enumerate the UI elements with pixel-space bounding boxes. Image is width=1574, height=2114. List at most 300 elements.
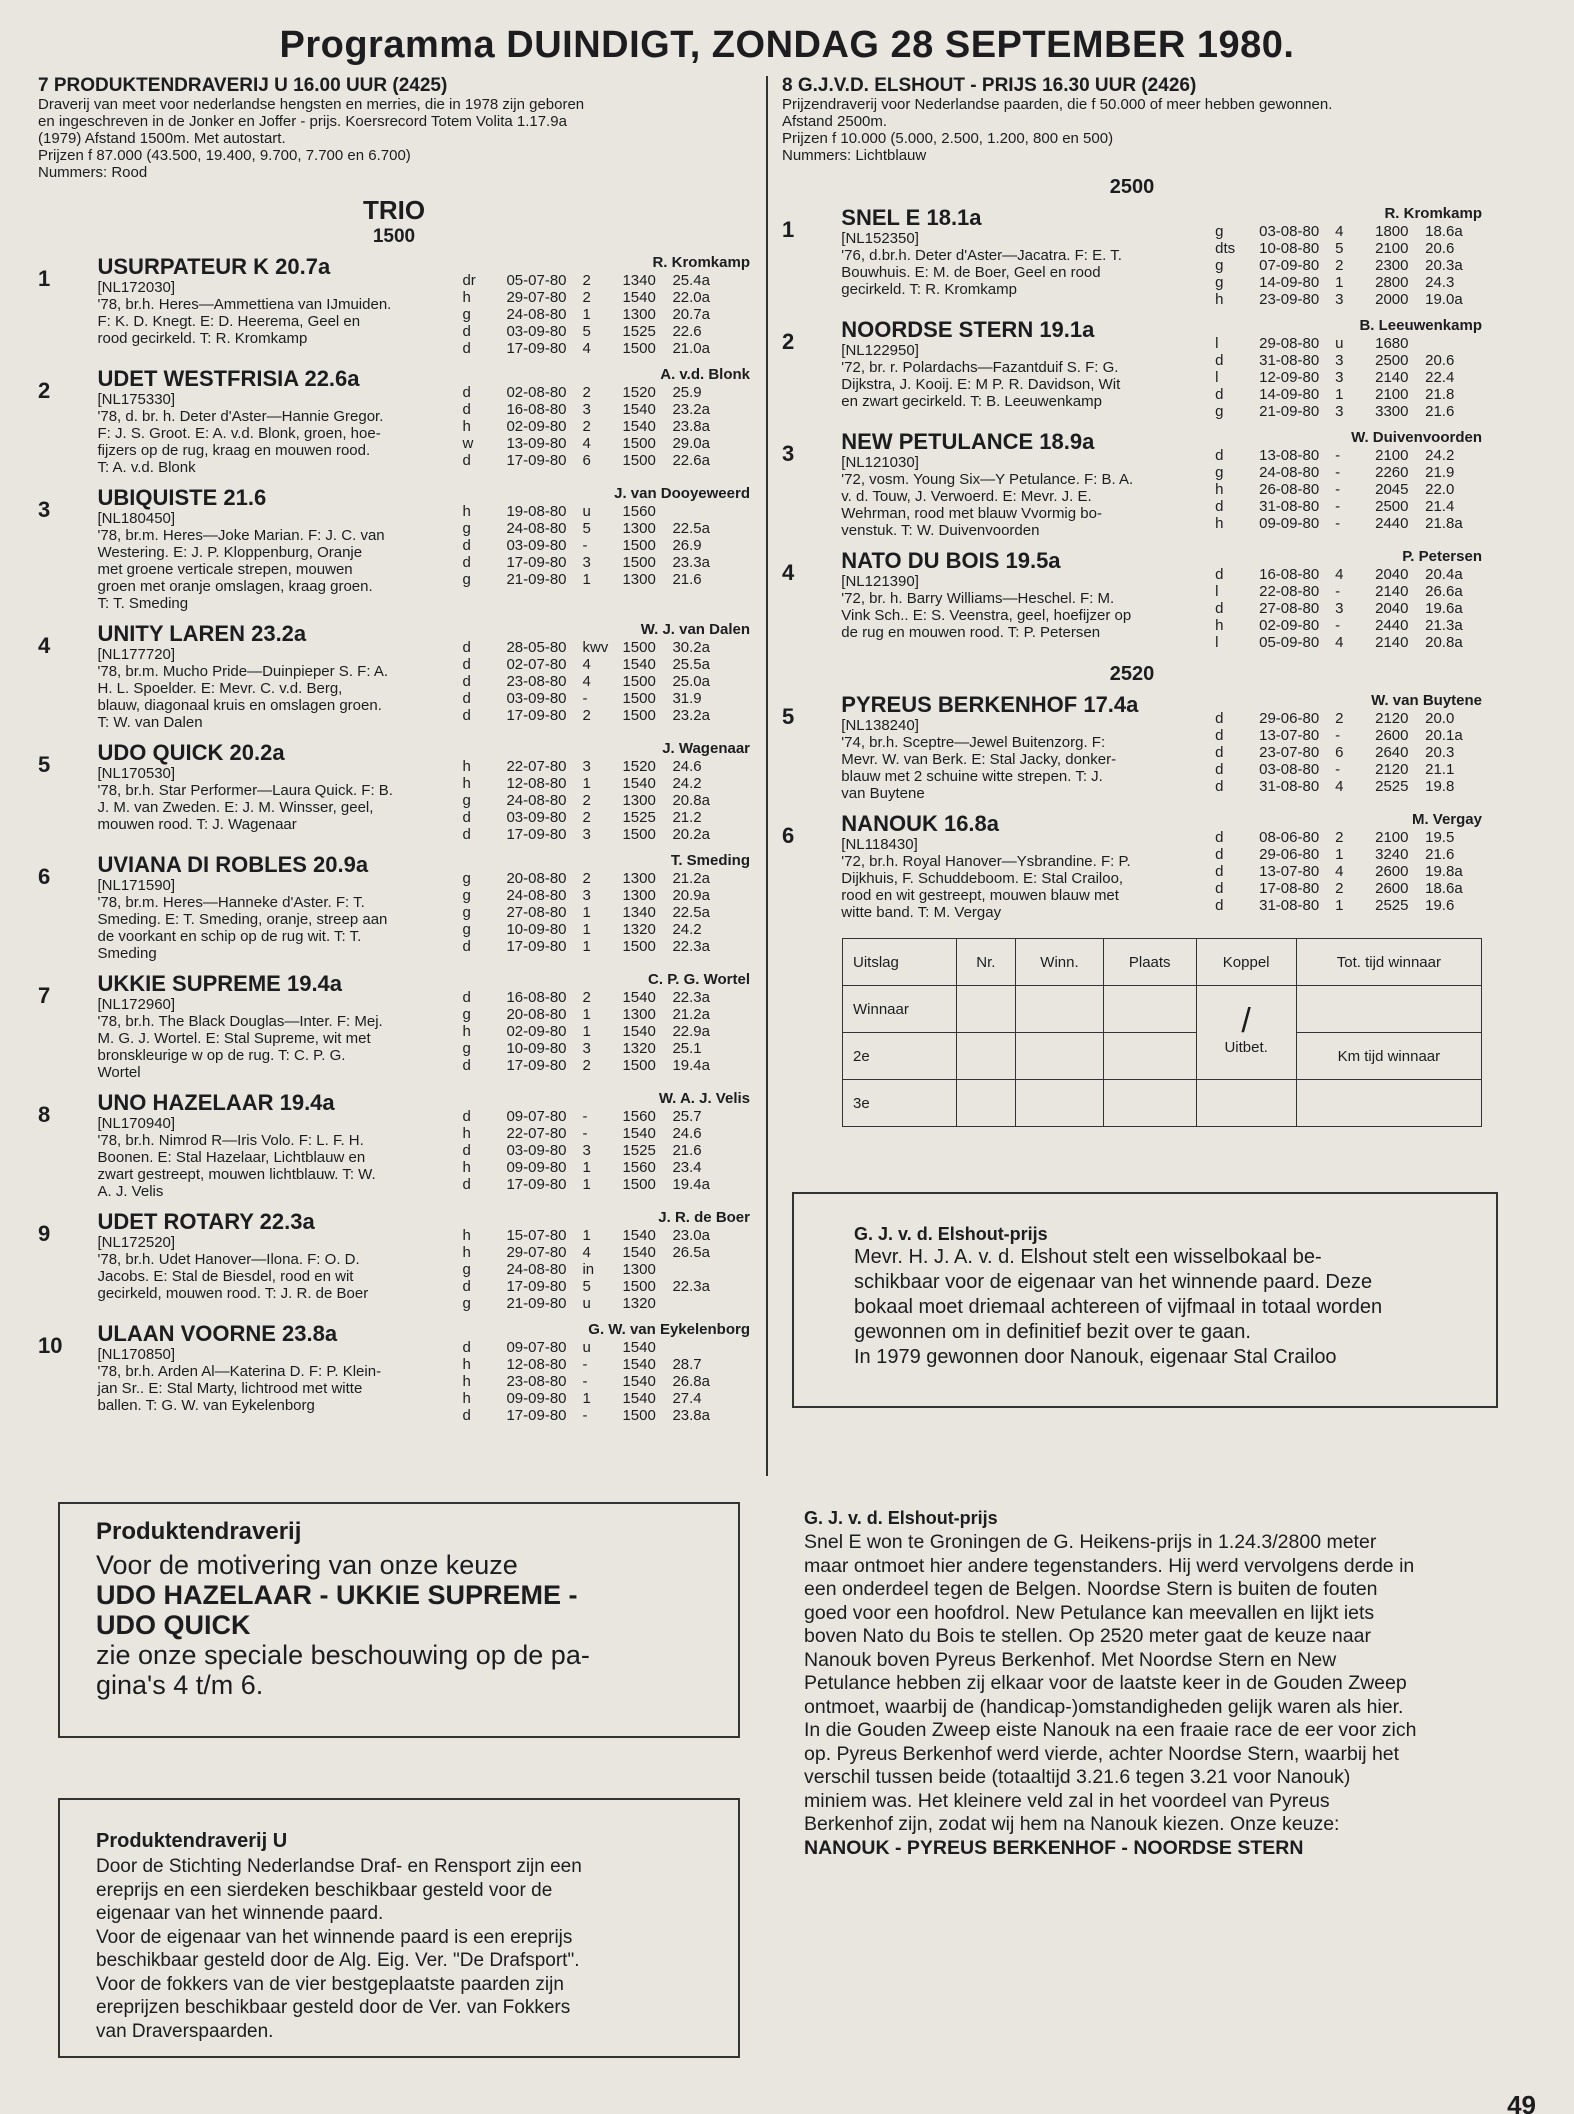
horse-form	[1215, 429, 1482, 539]
produkten-box	[58, 1502, 740, 1738]
form-cell: 3	[582, 758, 591, 775]
form-cell: 28.7	[672, 1356, 702, 1373]
horse-info-line: '78, br.m. Heres—Hanneke d'Aster. F: T.	[97, 894, 365, 911]
form-cell: d	[1215, 566, 1224, 583]
horse-info-line: T: T. Smeding	[97, 595, 189, 612]
form-cell: 09-09-80	[506, 1159, 567, 1176]
race-desc-line: Nummers: Lichtblauw	[782, 147, 927, 164]
form-cell: 2100	[1375, 447, 1409, 464]
horse-info-line: '78, d. br. h. Deter d'Aster—Hannie Gregor.	[97, 408, 384, 425]
form-line	[462, 639, 750, 656]
result-header-cell: Koppel	[1196, 939, 1296, 986]
horse-info-line: Westering. E: J. P. Kloppenburg, Oranje	[97, 544, 363, 561]
form-cell: h	[462, 1159, 471, 1176]
article-line: miniem was. Het kleinere veld zal in het voordeel van Pyreus	[804, 1789, 1330, 1812]
horse-info	[98, 852, 455, 962]
horse-number: 10	[38, 1333, 63, 1358]
form-cell: 4	[1335, 223, 1344, 240]
form-line	[462, 904, 750, 921]
horse-info-line: '78, br.h. Heres—Ammettiena van IJmuiden.	[97, 296, 392, 313]
form-cell: 20.6	[1425, 240, 1455, 257]
form-cell: h	[462, 1227, 471, 1244]
horse-info-line: gecirkeld, mouwen rood. T: J. R. de Boer	[97, 1285, 369, 1302]
form-cell: d	[462, 384, 471, 401]
form-cell: 16-08-80	[506, 989, 567, 1006]
form-cell: 1340	[622, 272, 656, 289]
form-line	[462, 1295, 750, 1312]
form-cell: 22.0	[1425, 481, 1455, 498]
form-cell: -	[1335, 617, 1341, 634]
horse-info-line: de voorkant en schip op de rug wit. T: T.	[97, 928, 362, 945]
result-cell	[956, 1033, 1015, 1080]
form-cell: 13-07-80	[1259, 863, 1320, 880]
form-cell: -	[1335, 761, 1341, 778]
form-cell: 22-07-80	[506, 1125, 567, 1142]
form-line	[1215, 727, 1482, 744]
form-cell: -	[1335, 498, 1341, 515]
form-cell: -	[1335, 515, 1341, 532]
form-cell: 22.5a	[672, 520, 710, 537]
horse-number: 6	[782, 823, 795, 848]
horse-entry	[38, 366, 750, 476]
horse-info-line: zwart gestreept, mouwen lichtblauw. T: W.	[97, 1166, 376, 1183]
form-cell: 1540	[622, 289, 656, 306]
form-line	[1215, 335, 1482, 352]
form-cell: 1	[582, 904, 591, 921]
form-cell: 22.6	[672, 323, 702, 340]
form-cell: 23-08-80	[506, 1373, 567, 1390]
form-cell: 6	[1335, 744, 1344, 761]
horse-form	[462, 621, 750, 731]
form-cell: d	[462, 1108, 471, 1125]
horse-info-line: bronskleurige w op de rug. T: C. P. G.	[97, 1047, 346, 1064]
form-cell: u	[582, 1295, 591, 1312]
article-line: Snel E won te Groningen de G. Heikens-prijs in 1.24.3/2800 meter	[804, 1531, 1377, 1553]
form-cell: 4	[1335, 778, 1344, 795]
article-line: goed voor een hoofdrol. New Petulance kan meevallen en lijkt iets	[804, 1601, 1375, 1624]
horse-entry	[38, 1090, 750, 1200]
horse-info-line: '78, br.h. The Black Douglas—Inter. F: Mej.	[97, 1013, 383, 1030]
horse-form	[462, 1209, 750, 1312]
form-cell: 28-05-80	[506, 639, 567, 656]
form-line	[1215, 744, 1482, 761]
form-cell: 3300	[1375, 403, 1409, 420]
form-cell: 3	[1335, 291, 1344, 308]
horse-driver: C. P. G. Wortel	[648, 971, 750, 988]
form-cell: 25.1	[672, 1040, 702, 1057]
form-cell: 24.6	[672, 1125, 702, 1142]
form-cell: 10-09-80	[506, 921, 567, 938]
form-line	[462, 272, 750, 289]
form-cell: 1520	[622, 758, 656, 775]
form-cell: 29-06-80	[1259, 710, 1320, 727]
form-cell: 1300	[622, 1006, 656, 1023]
form-cell: 1540	[622, 775, 656, 792]
produkten-pick: UDO HAZELAAR - UKKIE SUPREME -	[96, 1580, 578, 1610]
horse-info-line: [NL118430]	[841, 836, 918, 853]
form-cell: 20-08-80	[506, 870, 567, 887]
form-cell: g	[1215, 464, 1224, 481]
horse-info-line: mouwen rood. T: J. Wagenaar	[97, 816, 297, 833]
horse-info	[841, 205, 1197, 308]
horse-info-line: fijzers op de rug, kraag en mouwen rood.	[97, 442, 371, 459]
form-line	[462, 1278, 750, 1295]
produkten-u-line: ereprijs en een sierdeken beschikbaar gesteld voor de	[96, 1879, 553, 1901]
form-line	[462, 1356, 750, 1373]
produkten-u-line: eigenaar van het winnende paard.	[96, 1903, 384, 1924]
horse-info-line: T: A. v.d. Blonk	[97, 459, 196, 476]
horse-info-line: [NL172030]	[97, 279, 176, 296]
form-cell: 2100	[1375, 386, 1409, 403]
form-line	[462, 1142, 750, 1159]
form-cell: 20-08-80	[506, 1006, 567, 1023]
horse-info-line: rood en wit gestreept, mouwen blauw met	[841, 887, 1119, 904]
form-cell: 2100	[1375, 829, 1409, 846]
form-cell: 1	[582, 938, 591, 955]
horse-driver: M. Vergay	[1411, 811, 1482, 828]
horse-info-line: '78, br.h. Udet Hanover—Ilona. F: O. D.	[97, 1251, 360, 1268]
form-cell: 24-08-80	[506, 1261, 567, 1278]
horse-number: 5	[782, 704, 795, 729]
form-cell: 2	[582, 989, 591, 1006]
form-cell: 24-08-80	[506, 887, 567, 904]
horse-number: 7	[38, 983, 51, 1008]
horse-info-line: '78, br.h. Nimrod R—Iris Volo. F: L. F. H.	[97, 1132, 364, 1149]
produkten-u-line: beschikbaar gesteld door de Alg. Eig. Ver. "De Drafsport".	[96, 1950, 580, 1971]
form-cell: 1	[582, 1390, 591, 1407]
form-line	[1215, 880, 1482, 897]
form-cell: 30.2a	[672, 639, 710, 656]
form-cell: 2300	[1375, 257, 1409, 274]
form-cell: h	[462, 1023, 471, 1040]
produkten-u-line: Voor de eigenaar van het winnende paard is een ereprijs	[96, 1926, 573, 1948]
result-row-label: 3e	[843, 1080, 957, 1127]
form-cell: d	[462, 1057, 471, 1074]
form-cell: 17-09-80	[506, 826, 567, 843]
race-desc-line: Nummers: Rood	[38, 164, 148, 181]
uitbet-label: Uitbet.	[1224, 1039, 1268, 1056]
race-desc-line: Prijzen f 10.000 (5.000, 2.500, 1.200, 800 en 500)	[782, 130, 1114, 147]
horse-name: UNO HAZELAAR 19.4a	[97, 1090, 335, 1115]
form-cell: 1300	[622, 887, 656, 904]
form-cell: 2260	[1375, 464, 1409, 481]
horse-info-line: Boonen. E: Stal Hazelaar, Lichtblauw en	[97, 1149, 366, 1166]
form-cell: g	[1215, 403, 1224, 420]
horse-entry	[38, 621, 750, 731]
form-cell: 1500	[622, 1176, 656, 1193]
form-cell: 21.1	[1425, 761, 1455, 778]
horse-info-line: Jacobs. E: Stal de Biesdel, rood en wit	[97, 1268, 354, 1285]
form-line	[462, 826, 750, 843]
form-cell: 16-08-80	[1259, 566, 1320, 583]
form-cell: 09-07-80	[506, 1339, 567, 1356]
form-cell: -	[582, 1356, 588, 1373]
horse-info	[841, 429, 1197, 539]
form-cell: 24-08-80	[506, 520, 567, 537]
form-cell: l	[1215, 583, 1219, 600]
form-cell: 21.3a	[1425, 617, 1463, 634]
race-8-header: 8 G.J.V.D. ELSHOUT - PRIJS 16.30 UUR (2426)	[782, 75, 1197, 96]
form-line	[1215, 710, 1482, 727]
form-cell: 1500	[622, 938, 656, 955]
horse-entry	[38, 740, 750, 843]
result-header-row	[843, 939, 1482, 986]
form-cell: 1	[582, 1227, 591, 1244]
elshout-box-line: In 1979 gewonnen door Nanouk, eigenaar Stal Crailoo	[854, 1346, 1337, 1368]
form-line	[462, 571, 750, 588]
form-cell: 21.6	[672, 571, 702, 588]
form-cell: 4	[1335, 566, 1344, 583]
result-cell	[956, 1080, 1015, 1127]
form-cell: 02-09-80	[506, 418, 567, 435]
horse-name: UKKIE SUPREME 19.4a	[97, 971, 343, 996]
form-cell: 17-08-80	[1259, 880, 1320, 897]
koppel-cell	[1196, 986, 1296, 1080]
form-cell: 27.4	[672, 1390, 702, 1407]
form-cell	[672, 1261, 728, 1278]
form-cell: 19.0a	[1425, 291, 1463, 308]
horse-info-line: M. G. J. Wortel. E: Stal Supreme, wit met	[97, 1030, 371, 1047]
horse-form	[462, 1090, 750, 1200]
horse-number: 3	[38, 497, 51, 522]
form-cell: 21-09-80	[506, 571, 567, 588]
horse-info	[98, 971, 455, 1081]
form-cell: d	[462, 1142, 471, 1159]
horse-driver: W. van Buytene	[1371, 692, 1482, 709]
form-cell: 3	[582, 401, 591, 418]
horse-info	[841, 811, 1197, 921]
form-cell: 2500	[1375, 352, 1409, 369]
form-line	[462, 384, 750, 401]
form-cell: 3240	[1375, 846, 1409, 863]
form-cell: 1540	[622, 1390, 656, 1407]
horse-info-line: Wehrman, rood met blauw Vvormig bo-	[841, 505, 1102, 522]
form-line	[462, 435, 750, 452]
form-cell: 21.2	[672, 809, 702, 826]
form-cell: 07-09-80	[1259, 257, 1320, 274]
form-cell: 19.5	[1425, 829, 1455, 846]
horse-entry	[782, 548, 1482, 651]
form-cell: 1	[1335, 897, 1344, 914]
page-title: Programma DUINDIGT, ZONDAG 28 SEPTEMBER 1980.	[279, 24, 1295, 66]
form-cell: dts	[1215, 240, 1236, 257]
form-line	[462, 1125, 750, 1142]
form-line	[462, 1176, 750, 1193]
form-cell: in	[582, 1261, 595, 1278]
form-cell: 4	[582, 435, 591, 452]
horse-driver: B. Leeuwenkamp	[1359, 317, 1482, 334]
horse-info-line: v. d. Touw, J. Verwoerd. E: Mevr. J. E.	[841, 488, 1092, 505]
form-cell: g	[462, 792, 471, 809]
form-cell: -	[582, 537, 588, 554]
result-cell	[1196, 1080, 1296, 1127]
result-header-cell: Winn.	[1016, 939, 1104, 986]
form-cell: d	[462, 401, 471, 418]
horse-info-line: '76, d.br.h. Deter d'Aster—Jacatra. F: E. T.	[841, 247, 1122, 264]
result-cell	[956, 986, 1015, 1033]
form-cell: d	[1215, 727, 1224, 744]
produkten-u-line: Door de Stichting Nederlandse Draf- en Rensport zijn een	[96, 1856, 582, 1877]
form-cell: 1	[582, 1176, 591, 1193]
form-cell: 12-09-80	[1259, 369, 1320, 386]
form-cell: 1540	[622, 1339, 656, 1356]
form-cell: 2	[582, 272, 591, 289]
form-cell: 08-06-80	[1259, 829, 1320, 846]
race-desc-line: Prijzendraverij voor Nederlandse paarden, die f 50.000 of meer hebben gewonnen.	[782, 96, 1333, 113]
horse-form	[1215, 548, 1482, 651]
form-cell: d	[462, 452, 471, 469]
form-cell: d	[462, 1407, 471, 1424]
form-cell: 1520	[622, 384, 656, 401]
form-cell: 2	[582, 792, 591, 809]
form-line	[1215, 240, 1482, 257]
form-cell: l	[1215, 335, 1219, 352]
form-cell: h	[1215, 481, 1224, 498]
horse-info-line: Bouwhuis. E: M. de Boer, Geel en rood	[841, 264, 1101, 281]
form-cell: 17-09-80	[506, 452, 567, 469]
horse-info-line: '72, br. r. Polardachs—Fazantduif S. F: G.	[841, 359, 1119, 376]
form-cell: 21.6	[1425, 846, 1455, 863]
form-cell	[672, 503, 728, 520]
produkten-u-box-text	[96, 1855, 698, 2043]
form-cell: 14-09-80	[1259, 386, 1320, 403]
horse-info-line: [NL122950]	[841, 342, 919, 359]
form-cell: 26.6a	[1425, 583, 1463, 600]
form-cell: 1540	[622, 1244, 656, 1261]
form-cell: 13-09-80	[506, 435, 567, 452]
horse-name: ULAAN VOORNE 23.8a	[97, 1321, 338, 1346]
horse-number: 4	[782, 560, 795, 585]
horse-name: USURPATEUR K 20.7a	[97, 254, 331, 279]
form-line	[462, 1339, 750, 1356]
article-pick: NANOUK - PYREUS BERKENHOF - NOORDSE STERN	[804, 1836, 1304, 1859]
form-cell: d	[1215, 352, 1224, 369]
form-cell: g	[462, 1006, 471, 1023]
horse-driver: J. Wagenaar	[662, 740, 750, 757]
horse-number: 9	[38, 1221, 51, 1246]
form-cell: d	[1215, 600, 1224, 617]
form-cell: 20.8a	[1425, 634, 1463, 651]
form-cell: 1525	[622, 323, 656, 340]
horse-name: UDET WESTFRISIA 22.6a	[97, 366, 360, 391]
form-line	[1215, 369, 1482, 386]
horse-number: 8	[38, 1102, 51, 1127]
form-cell: -	[582, 1108, 588, 1125]
form-cell: h	[1215, 291, 1224, 308]
form-cell: 24.6	[672, 758, 702, 775]
horse-info	[841, 692, 1197, 802]
form-cell: 3	[582, 826, 591, 843]
horse-info	[98, 740, 455, 843]
form-cell: 23.3a	[672, 554, 710, 571]
form-cell: 31-08-80	[1259, 498, 1320, 515]
form-cell: 21.0a	[672, 340, 710, 357]
form-cell: d	[1215, 498, 1224, 515]
horse-entry	[38, 852, 750, 962]
form-cell: 03-08-80	[1259, 761, 1320, 778]
form-cell: 1	[582, 921, 591, 938]
form-cell: w	[462, 435, 474, 452]
form-cell: 1540	[622, 418, 656, 435]
horse-info-line: '72, vosm. Young Six—Y Petulance. F: B. A.	[841, 471, 1134, 488]
form-cell: 17-09-80	[506, 554, 567, 571]
elshout-box-line: bokaal moet driemaal achtereen of vijfmaal in totaal worden	[854, 1296, 1383, 1318]
horse-info	[98, 485, 455, 612]
form-cell: g	[462, 921, 471, 938]
article-line: maar ontmoet hier andere tegenstanders. Hij werd vervolgens derde in	[804, 1554, 1415, 1577]
form-line	[462, 921, 750, 938]
form-cell: d	[462, 323, 471, 340]
result-header-cell: Uitslag	[843, 939, 957, 986]
horse-info-line: Vink Sch.. E: S. Veenstra, geel, hoefijzer op	[841, 607, 1132, 624]
form-cell: 5	[1335, 240, 1344, 257]
horse-info-line: [NL177720]	[97, 646, 176, 663]
form-cell: 12-08-80	[506, 1356, 567, 1373]
horse-info-line: F: K. D. Knegt. E: D. Heerema, Geel en	[97, 313, 361, 330]
form-cell: 1500	[622, 554, 656, 571]
horse-driver: W. A. J. Velis	[658, 1090, 750, 1107]
form-cell: dr	[462, 272, 476, 289]
form-cell: 2640	[1375, 744, 1409, 761]
form-cell: 2	[1335, 880, 1344, 897]
race-7-distance: 1500	[372, 226, 416, 247]
race-8-distance-1: 2500	[1109, 176, 1155, 198]
form-cell: h	[462, 1125, 471, 1142]
horse-info-line: '78, br.m. Heres—Joke Marian. F: J. C. van	[97, 527, 385, 544]
form-line	[462, 690, 750, 707]
form-cell: 2040	[1375, 600, 1409, 617]
form-cell: 23-09-80	[1259, 291, 1320, 308]
form-line	[462, 938, 750, 955]
horse-entry	[782, 692, 1482, 802]
produkten-u-line: Voor de fokkers van de vier bestgeplaatste paarden zijn	[96, 1973, 564, 1995]
form-cell: 2440	[1375, 515, 1409, 532]
form-cell: 1	[1335, 846, 1344, 863]
form-cell: 20.3	[1425, 744, 1455, 761]
form-cell: -	[1335, 727, 1341, 744]
form-cell: 25.0a	[672, 673, 710, 690]
result-header-cell: Nr.	[956, 939, 1015, 986]
result-row-winnaar	[843, 986, 1482, 1033]
horse-info-line: [NL172520]	[97, 1234, 176, 1251]
form-line	[1215, 583, 1482, 600]
horse-info-line: Mevr. W. van Berk. E: Stal Jacky, donker-	[841, 751, 1117, 768]
race-8-horse-list-a	[782, 205, 1482, 651]
form-cell: 1540	[622, 1023, 656, 1040]
form-cell: 25.4a	[672, 272, 710, 289]
form-cell: 5	[582, 323, 591, 340]
form-cell: d	[1215, 778, 1224, 795]
form-line	[1215, 498, 1482, 515]
horse-info-line: '78, br.h. Star Performer—Laura Quick. F: B.	[97, 782, 393, 799]
horse-name: NEW PETULANCE 18.9a	[841, 429, 1095, 454]
form-cell: 1500	[622, 1407, 656, 1424]
form-cell: d	[462, 938, 471, 955]
horse-info	[98, 1209, 455, 1312]
horse-info-line: blauw met 2 schuine witte strepen. T: J.	[841, 768, 1103, 785]
form-cell: 21.6	[672, 1142, 702, 1159]
horse-name: UNITY LAREN 23.2a	[97, 621, 307, 646]
form-cell: d	[1215, 386, 1224, 403]
form-cell: g	[462, 520, 471, 537]
result-cell	[1296, 1080, 1481, 1127]
horse-info-line: Smeding	[97, 945, 157, 962]
form-cell: kwv	[582, 639, 609, 656]
form-cell: -	[1335, 481, 1341, 498]
form-line	[462, 656, 750, 673]
form-cell: 22.0a	[672, 289, 710, 306]
form-cell: h	[462, 775, 471, 792]
